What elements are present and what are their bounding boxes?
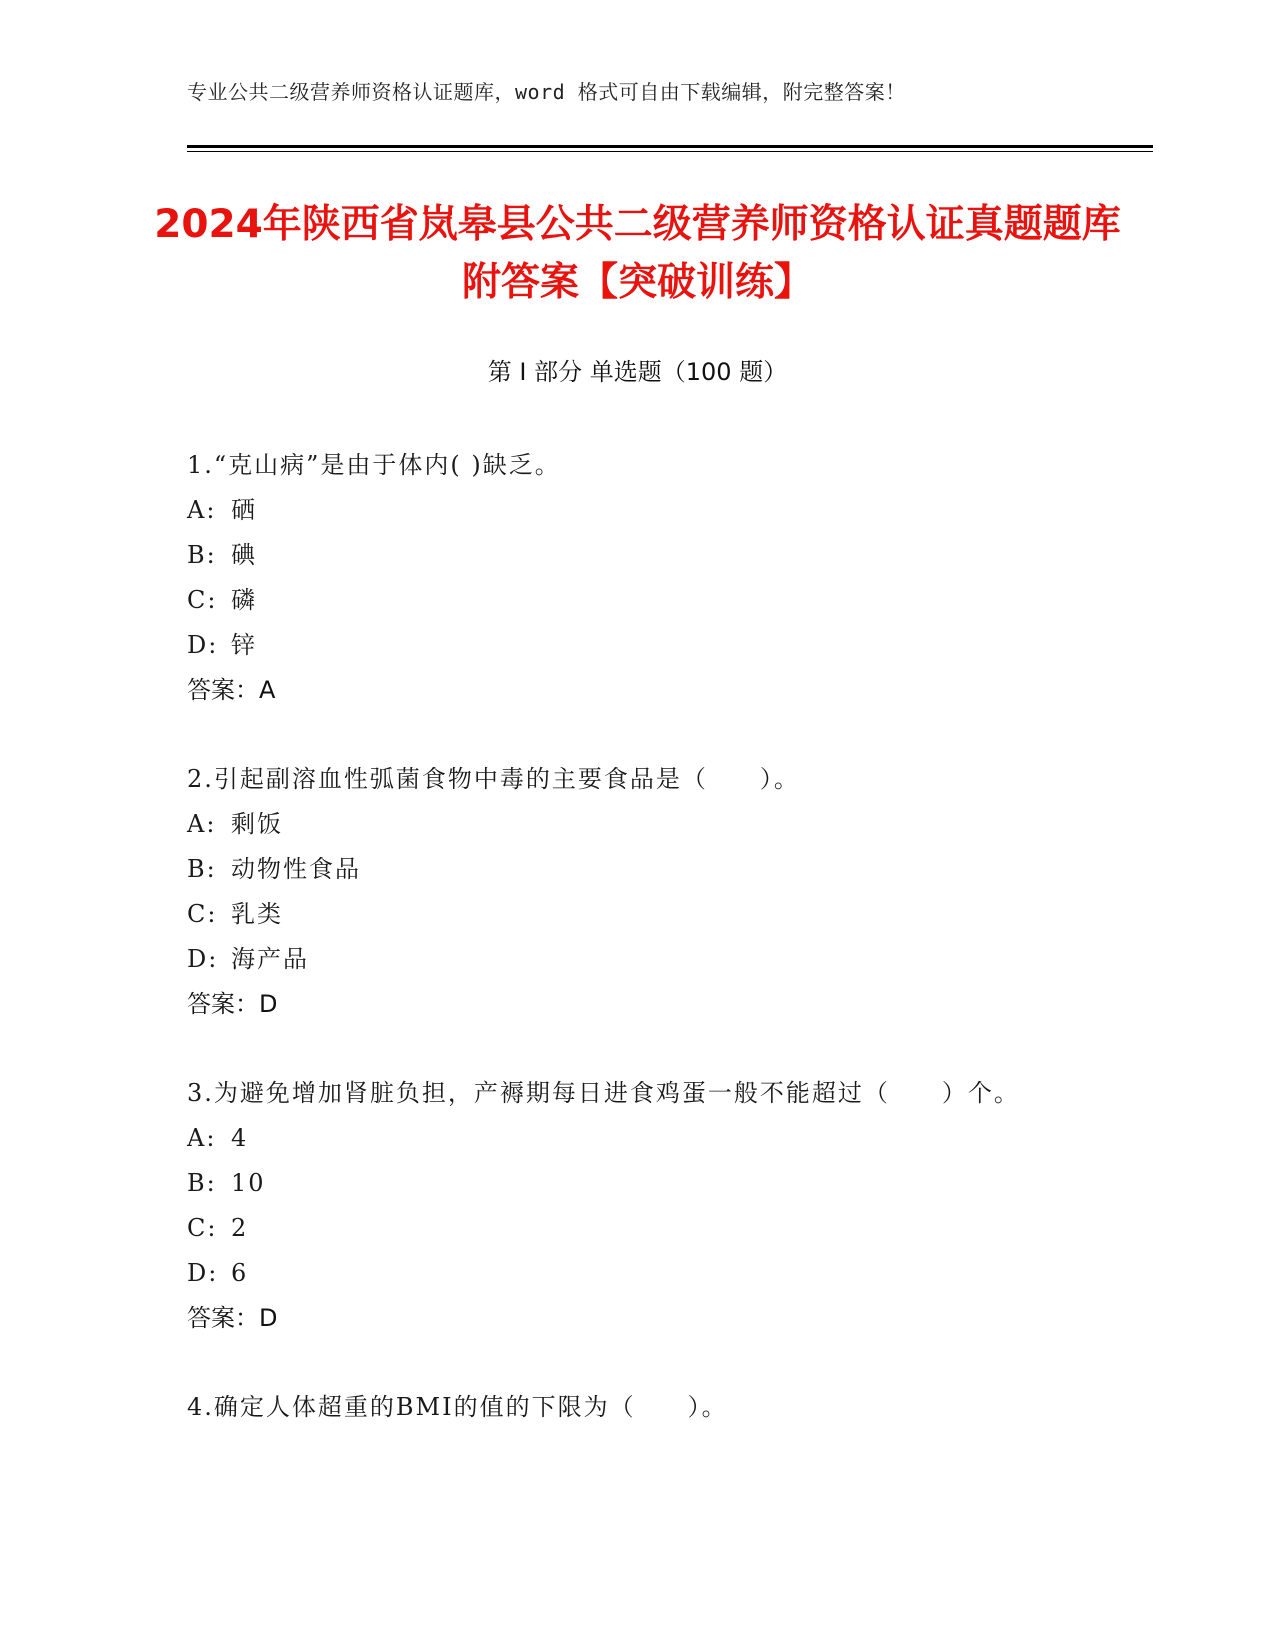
question-list bbox=[187, 443, 1087, 1474]
question-stem: 4.确定人体超重的BMI的值的下限为（ ）。 bbox=[187, 1393, 728, 1421]
answer-line: 答案：D bbox=[187, 990, 278, 1018]
option-b bbox=[187, 1161, 1087, 1206]
answer-line: 答案：A bbox=[187, 676, 276, 704]
option-text: 动物性食品 bbox=[231, 855, 361, 883]
option-text: 乳类 bbox=[231, 900, 283, 928]
answer-line: 答案：D bbox=[187, 1304, 278, 1332]
option-key: A: bbox=[187, 810, 217, 838]
question-3 bbox=[187, 1071, 1087, 1341]
option-key: C: bbox=[187, 1214, 218, 1242]
option-a bbox=[187, 1116, 1087, 1161]
option-key: C: bbox=[187, 900, 218, 928]
header-note: 专业公共二级营养师资格认证题库，word 格式可自由下载编辑，附完整答案！ bbox=[187, 80, 906, 104]
option-text: 10 bbox=[231, 1169, 266, 1197]
option-text: 碘 bbox=[231, 541, 257, 569]
option-text: 锌 bbox=[231, 631, 257, 659]
option-key: B: bbox=[187, 855, 217, 883]
option-key: B: bbox=[187, 541, 217, 569]
option-c bbox=[187, 892, 1087, 937]
option-key: D: bbox=[187, 945, 219, 973]
option-text: 海产品 bbox=[231, 945, 309, 973]
option-a bbox=[187, 488, 1087, 533]
option-d bbox=[187, 937, 1087, 982]
question-stem: 1.“克山病”是由于体内( )缺乏。 bbox=[187, 451, 561, 479]
question-2 bbox=[187, 757, 1087, 1027]
option-key: C: bbox=[187, 586, 218, 614]
option-text: 剩饭 bbox=[231, 810, 283, 838]
option-text: 2 bbox=[231, 1214, 249, 1242]
option-key: D: bbox=[187, 631, 219, 659]
option-text: 磷 bbox=[231, 586, 257, 614]
option-d bbox=[187, 1251, 1087, 1296]
option-text: 4 bbox=[231, 1124, 249, 1152]
option-key: A: bbox=[187, 496, 217, 524]
option-c bbox=[187, 578, 1087, 623]
question-stem: 3.为避免增加肾脏负担，产褥期每日进食鸡蛋一般不能超过（ ）个。 bbox=[187, 1079, 1020, 1107]
option-d bbox=[187, 623, 1087, 668]
option-c bbox=[187, 1206, 1087, 1251]
question-stem: 2.引起副溶血性弧菌食物中毒的主要食品是（ ）。 bbox=[187, 765, 800, 793]
option-key: B: bbox=[187, 1169, 217, 1197]
header-rule-thin bbox=[187, 151, 1153, 152]
option-a bbox=[187, 802, 1087, 847]
header-rule-thick bbox=[187, 145, 1153, 148]
option-b bbox=[187, 847, 1087, 892]
question-4 bbox=[187, 1385, 1087, 1430]
question-1 bbox=[187, 443, 1087, 713]
option-text: 6 bbox=[231, 1259, 249, 1287]
option-key: A: bbox=[187, 1124, 217, 1152]
option-b bbox=[187, 533, 1087, 578]
document-title: 2024年陕西省岚皋县公共二级营养师资格认证真题题库附答案【突破训练】 bbox=[154, 202, 1121, 305]
option-key: D: bbox=[187, 1259, 219, 1287]
option-text: 硒 bbox=[231, 496, 257, 524]
section-title: 第 I 部分 单选题（100 题） bbox=[487, 358, 788, 386]
